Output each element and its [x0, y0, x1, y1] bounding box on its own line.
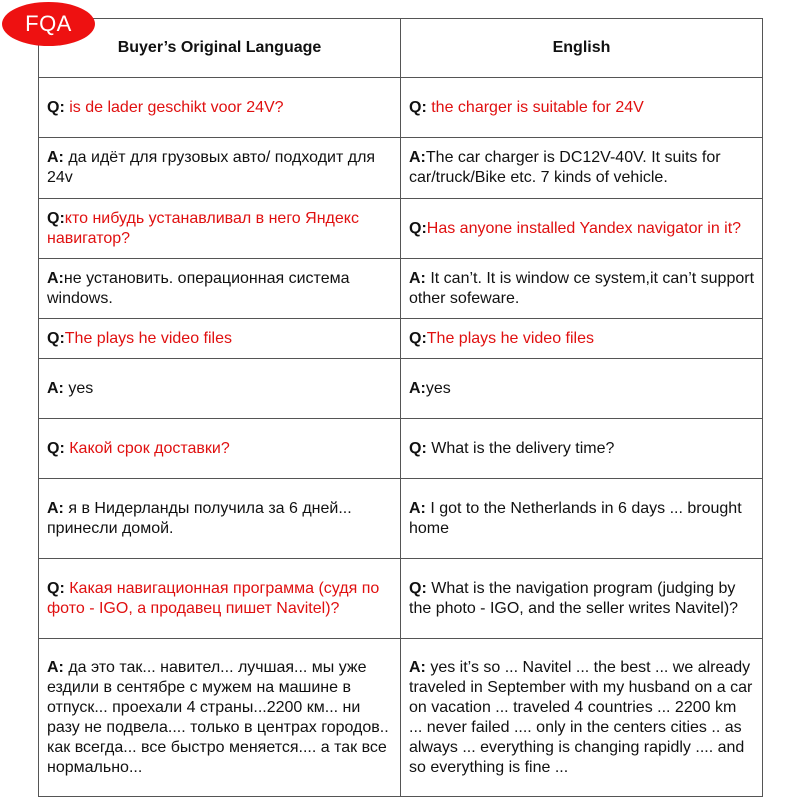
- question-text: the charger is suitable for 24V: [426, 98, 644, 116]
- question-text: is de lader geschikt voor 24V?: [64, 98, 284, 116]
- answer-text: да это так... навител... лучшая... мы уже ездили в сентябре с мужем на машине в отпуск... проехали 4 страны...2200 км... ни разу не подвела.... только в центрах городов.. как всегда... все быстро меняется.... а так все нормально...: [47, 658, 389, 776]
- cell-original: [39, 259, 401, 319]
- q-label: Q:: [47, 329, 65, 347]
- table-row: [39, 199, 763, 259]
- cell-english: [401, 559, 763, 639]
- question-text: Has anyone installed Yandex navigator in it?: [426, 219, 742, 237]
- answer-text: yes it’s so ... Navitel ... the best ... we already traveled in September with my husband on a car on vacation ... traveled 4 countries ... 2200 km ... never failed .... only in the centers cities .. as always ... everything is changing rapidly .... and so everything is fine ...: [409, 658, 753, 776]
- cell-english: [401, 419, 763, 479]
- header-original-language: Buyer’s Original Language: [39, 19, 401, 78]
- q-label: Q:: [409, 439, 427, 457]
- cell-original: [39, 359, 401, 419]
- q-label: Q:: [47, 579, 65, 597]
- cell-english: [401, 639, 763, 797]
- fqa-badge-label: FQA: [25, 11, 72, 36]
- cell-english: [401, 138, 763, 199]
- a-label: A:: [409, 269, 426, 287]
- table-row: [39, 419, 763, 479]
- cell-english: [401, 199, 763, 259]
- a-label: A:: [47, 379, 64, 397]
- cell-english: [401, 479, 763, 559]
- a-label: A:: [47, 658, 64, 676]
- question-text: Какая навигационная программа (судя по фото - IGO, а продавец пишет Navitel)?: [47, 579, 380, 617]
- a-label: A:: [409, 499, 426, 517]
- cell-english: [401, 319, 763, 359]
- a-label: A:: [47, 269, 64, 287]
- cell-original: [39, 559, 401, 639]
- cell-original: [39, 419, 401, 479]
- answer-text: The car charger is DC12V-40V. It suits for car/truck/Bike etc. 7 kinds of vehicle.: [409, 149, 721, 186]
- question-text: What is the navigation program (judging by the photo - IGO, and the seller writes Navitel)?: [409, 579, 739, 617]
- question-text: Какой срок доставки?: [64, 439, 230, 457]
- cell-original: [39, 319, 401, 359]
- fqa-badge: [2, 2, 95, 46]
- cell-original: [39, 639, 401, 797]
- cell-original: [39, 479, 401, 559]
- table-row: [39, 639, 763, 797]
- question-text: The plays he video files: [64, 329, 232, 347]
- table-row: [39, 78, 763, 138]
- table-row: [39, 259, 763, 319]
- q-label: Q:: [47, 209, 65, 227]
- table-header-row: [39, 19, 763, 78]
- answer-text: yes: [425, 379, 451, 397]
- a-label: A:: [409, 149, 426, 166]
- a-label: A:: [47, 149, 64, 166]
- answer-text: не установить. операционная система windows.: [47, 269, 350, 307]
- cell-original: [39, 78, 401, 138]
- cell-original: [39, 199, 401, 259]
- answer-text: I got to the Netherlands in 6 days ... brought home: [409, 499, 742, 537]
- a-label: A:: [47, 499, 64, 517]
- answer-text: я в Нидерланды получила за 6 дней... принесли домой.: [47, 499, 352, 537]
- answer-text: It can’t. It is window ce system,it can’t support other sofeware.: [409, 269, 755, 307]
- table-row: [39, 319, 763, 359]
- faq-table: [38, 18, 763, 797]
- q-label: Q:: [47, 98, 65, 116]
- cell-english: [401, 359, 763, 419]
- question-text: What is the delivery time?: [426, 439, 615, 457]
- table-row: [39, 479, 763, 559]
- a-label: A:: [409, 379, 426, 397]
- q-label: Q:: [409, 98, 427, 116]
- table-row: [39, 559, 763, 639]
- table-row: [39, 138, 763, 199]
- cell-original: [39, 138, 401, 199]
- cell-english: [401, 78, 763, 138]
- q-label: Q:: [47, 439, 65, 457]
- question-text: кто нибудь устанавливал в него Яндекс навигатор?: [47, 209, 359, 247]
- q-label: Q:: [409, 219, 427, 237]
- table-row: [39, 359, 763, 419]
- header-english: English: [401, 19, 763, 78]
- cell-english: [401, 259, 763, 319]
- q-label: Q:: [409, 579, 427, 597]
- a-label: A:: [409, 658, 426, 676]
- answer-text: да идёт для грузовых авто/ подходит для 24v: [47, 149, 376, 186]
- answer-text: yes: [63, 379, 94, 397]
- question-text: The plays he video files: [426, 329, 594, 347]
- q-label: Q:: [409, 329, 427, 347]
